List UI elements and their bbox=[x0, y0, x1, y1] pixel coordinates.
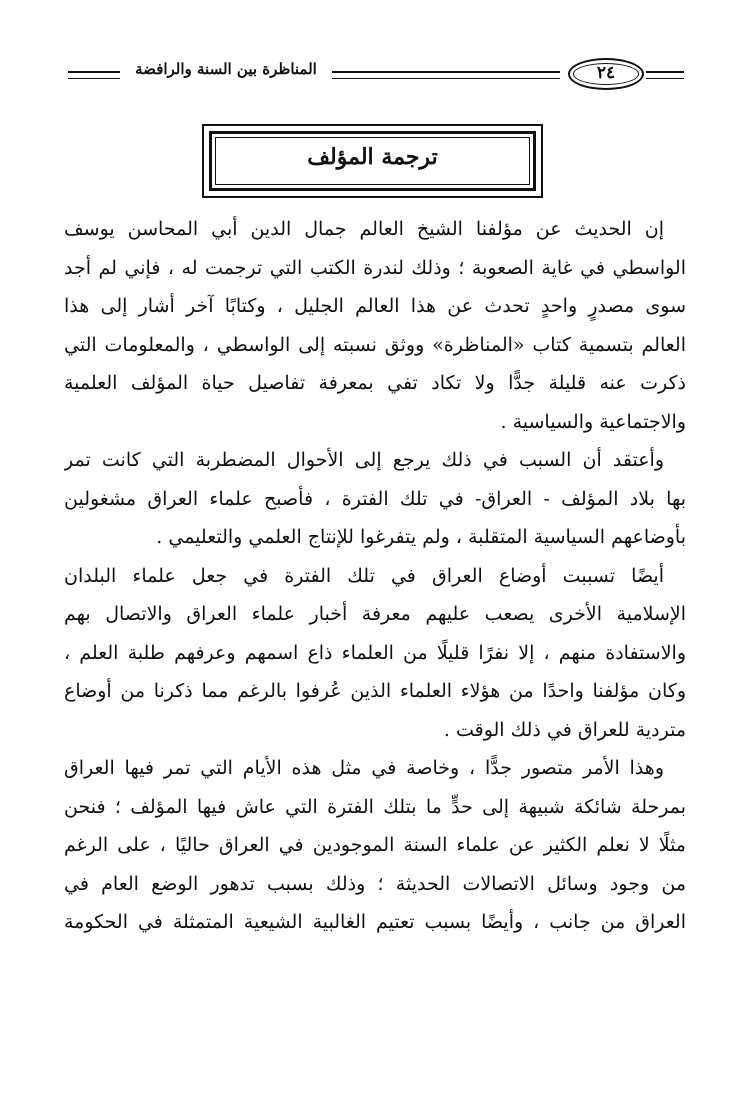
page-header bbox=[68, 58, 684, 92]
header-rule bbox=[332, 71, 560, 79]
text-line: مثلًا لا نعلم الكثير عن علماء السنة الموجودين في العراق حاليًا ، على الرغم bbox=[64, 834, 686, 856]
text-line: الإسلامية الأخرى يصعب عليهم معرفة أخبار علماء العراق والاتصال بهم bbox=[64, 603, 686, 625]
text-line: إن الحديث عن مؤلفنا الشيخ العالم جمال الدين أبي المحاسن يوسف bbox=[64, 218, 664, 240]
text-line: الواسطي في غاية الصعوبة ؛ وذلك لندرة الكتب التي ترجمت له ، فإني لم أجد bbox=[64, 256, 686, 279]
text-line: والاجتماعية والسياسية . bbox=[500, 410, 686, 433]
text-line: وأعتقد أن السبب في ذلك يرجع إلى الأحوال المضطربة التي كانت تمر bbox=[64, 449, 664, 471]
text-line: وهذا الأمر متصور جدًّا ، وخاصة في مثل هذه الأيام التي تمر فيها العراق bbox=[64, 757, 664, 779]
text-line: بمرحلة شائكة شبيهة إلى حدٍّ ما بتلك الفترة التي عاش فيها المؤلف ؛ فنحن bbox=[64, 795, 686, 818]
running-title: المناظرة بين السنة والرافضة bbox=[135, 60, 317, 78]
text-line: من وجود وسائل الاتصالات الحديثة ؛ وذلك بسبب تدهور الوضع العام في bbox=[64, 872, 686, 895]
text-line: متردية للعراق في ذلك الوقت . bbox=[443, 718, 686, 741]
text-line: أيضًا تسببت أوضاع العراق في تلك الفترة في جعل علماء البلدان bbox=[64, 564, 664, 587]
text-line: العالم بتسمية كتاب «المناظرة» ووثق نسبته إلى الواسطي ، والمعلومات التي bbox=[64, 333, 686, 356]
section-title-frame bbox=[202, 124, 543, 198]
page-number-frame bbox=[568, 58, 644, 90]
text-line: وكان مؤلفنا واحدًا من هؤلاء العلماء الذين عُرفوا بالرغم مما ذكرنا من أوضاع bbox=[64, 680, 686, 702]
section-title: ترجمة المؤلف bbox=[307, 144, 438, 170]
text-line: ذكرت عنه قليلة جدًّا ولا تكاد تفي بمعرفة تفاصيل حياة المؤلف العلمية bbox=[64, 372, 686, 394]
header-rule bbox=[68, 71, 120, 79]
text-line: سوى مصدرٍ واحدٍ تحدث عن هذا العالم الجليل ، وكتابًا آخر أشار إلى هذا bbox=[64, 295, 686, 317]
text-line: بها بلاد المؤلف - العراق- في تلك الفترة ، فأصبح علماء العراق مشغولين bbox=[64, 487, 686, 510]
text-line: بأوضاعهم السياسية المتقلبة ، ولم يتفرغوا للإنتاج العلمي والتعليمي . bbox=[156, 526, 686, 548]
text-line: العراق من جانب ، وأيضًا بسبب تعتيم الغالبية الشيعية المتمثلة في الحكومة bbox=[64, 911, 686, 933]
page-number: ٢٤ bbox=[596, 63, 616, 83]
text-line: والاستفادة منهم ، إلا نفرًا قليلًا من العلماء ذاع اسمهم وعرفهم طلبة العلم ، bbox=[64, 641, 686, 664]
body-text bbox=[64, 210, 686, 942]
header-rule bbox=[646, 71, 684, 79]
